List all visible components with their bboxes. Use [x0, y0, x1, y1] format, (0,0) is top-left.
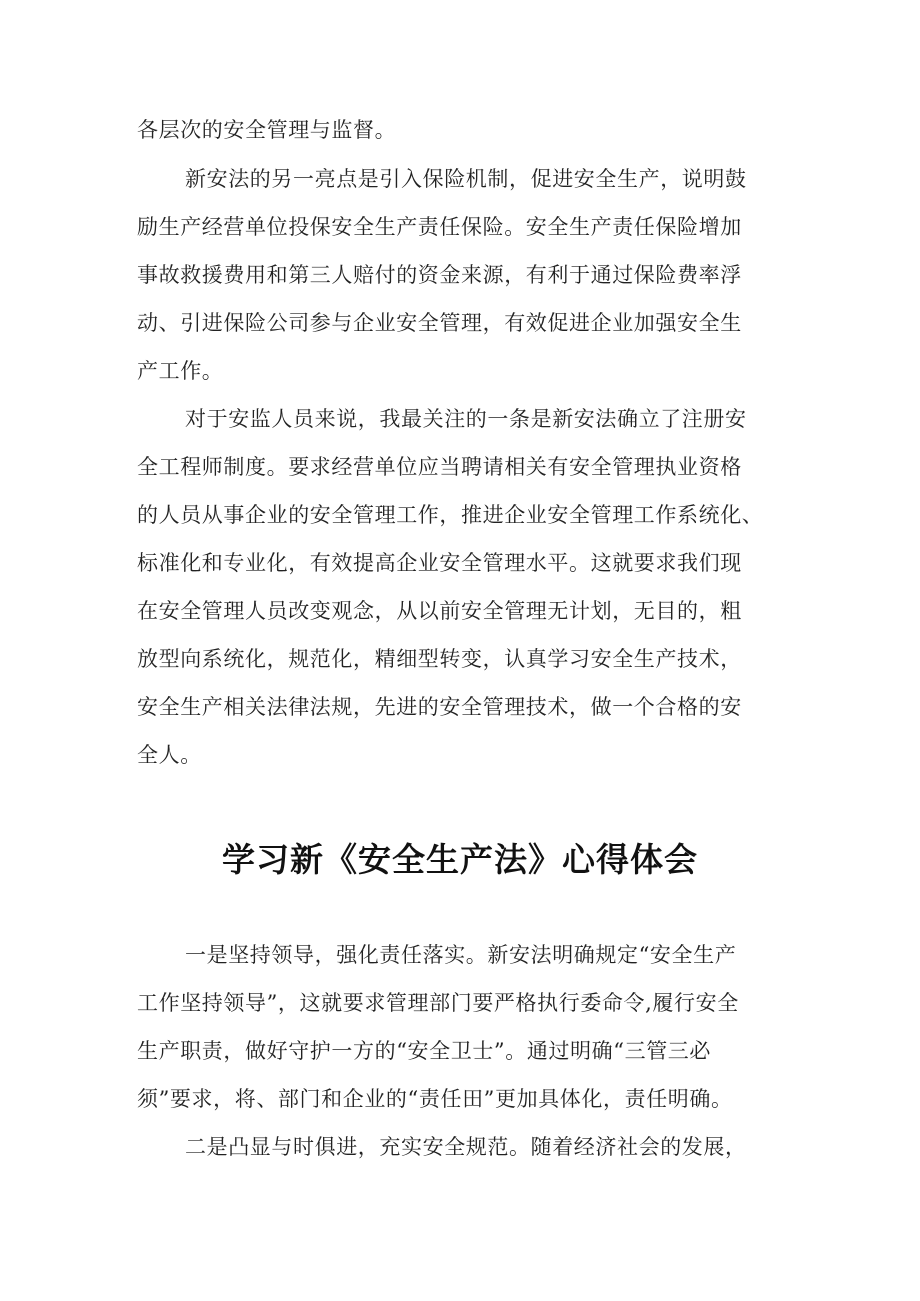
paragraph-line: 二是凸显与时俱进，充实安全规范。随着经济社会的发展，: [185, 1135, 747, 1159]
paragraph-line: 须”要求，将、部门和企业的“责任田”更加具体化，责任明确。: [137, 1087, 733, 1111]
paragraph-line: 生产职责，做好守护一方的“安全卫士”。通过明确“三管三必: [137, 1039, 712, 1063]
paragraph-line: 在安全管理人员改变观念，从以前安全管理无计划，无目的，粗: [137, 599, 742, 623]
paragraph-line: 放型向系统化，规范化，精细型转变，认真学习安全生产技术，: [137, 647, 742, 671]
paragraph-line: 的人员从事企业的安全管理工作，推进企业安全管理工作系统化、: [137, 503, 764, 527]
paragraph-line: 新安法的另一亮点是引入保险机制，促进安全生产，说明鼓: [185, 167, 747, 191]
paragraph-line: 全人。: [137, 743, 202, 767]
paragraph-line: 励生产经营单位投保安全生产责任保险。安全生产责任保险增加: [137, 215, 742, 239]
section-title: 学习新《安全生产法》心得体会: [222, 840, 698, 879]
paragraph-line: 安全生产相关法律法规，先进的安全管理技术，做一个合格的安: [137, 695, 742, 719]
paragraph-line: 产工作。: [137, 359, 224, 383]
paragraph-line: 动、引进保险公司参与企业安全管理，有效促进企业加强安全生: [137, 311, 742, 335]
paragraph-line: 事故救援费用和第三人赔付的资金来源，有利于通过保险费率浮: [137, 263, 742, 287]
paragraph-line: 全工程师制度。要求经营单位应当聘请相关有安全管理执业资格: [137, 455, 742, 479]
paragraph-line: 对于安监人员来说，我最关注的一条是新安法确立了注册安: [185, 407, 747, 431]
paragraph-line: 标准化和专业化，有效提高企业安全管理水平。这就要求我们现: [137, 551, 742, 575]
paragraph-line: 工作坚持领导”，这就要求管理部门要严格执行委命令,履行安全: [137, 991, 739, 1015]
paragraph-line: 各层次的安全管理与监督。: [137, 118, 397, 142]
paragraph-line: 一是坚持领导，强化责任落实。新安法明确规定“安全生产: [185, 943, 737, 967]
